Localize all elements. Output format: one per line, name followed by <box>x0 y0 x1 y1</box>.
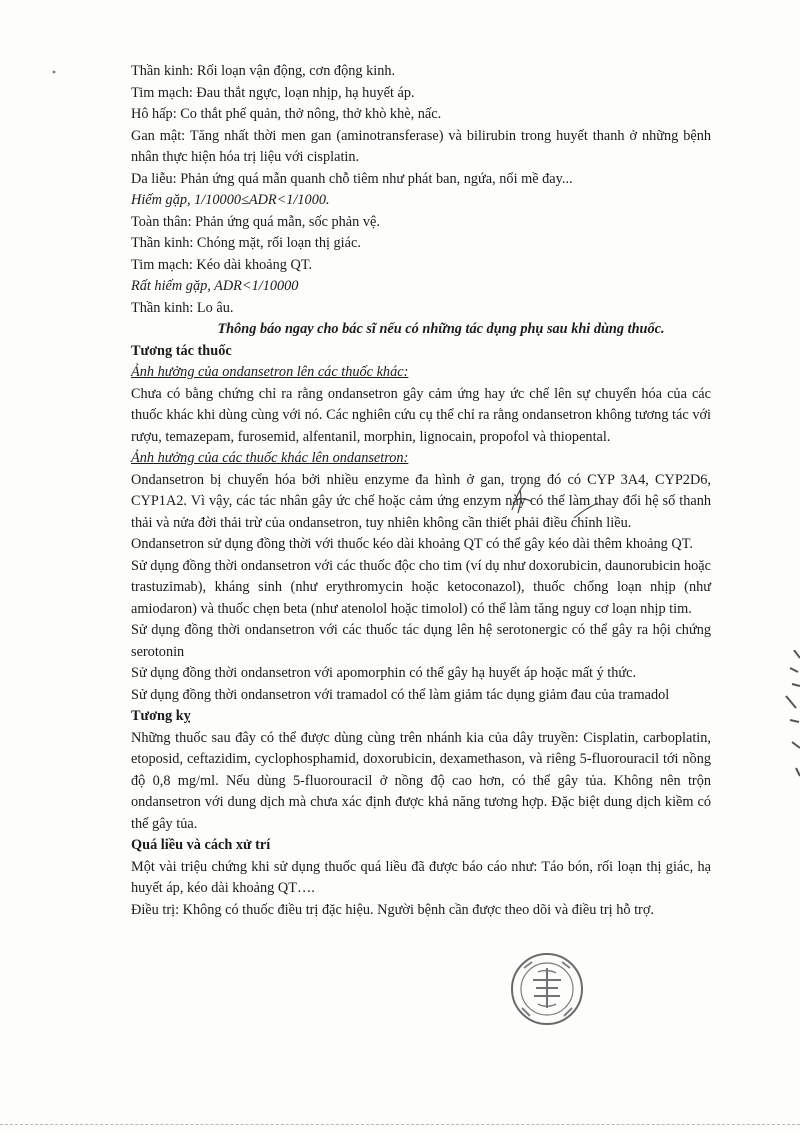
subheading-effect-on-other-drugs: Ảnh hưởng của ondansetron lên các thuốc khác: <box>131 364 409 380</box>
scan-edge-mark-right <box>772 650 800 790</box>
handwritten-initial-mark <box>508 480 534 516</box>
official-seal-stamp <box>508 950 586 1028</box>
handwritten-strike-mark <box>572 500 600 522</box>
paragraph-overdose-treatment: Điều trị: Không có thuốc điều trị đặc hiệu. Người bệnh cần được theo dõi và điều trị hỗ trợ. <box>131 901 654 918</box>
frequency-very-rare-heading: Rất hiếm gặp, ADR<1/10000 <box>131 278 299 294</box>
doctor-notice: Thông báo ngay cho bác sĩ nếu có những tác dụng phụ sau khi dùng thuốc. <box>217 321 665 337</box>
side-effect-respiratory: Hô hấp: Co thắt phế quản, thở nông, thở khò khè, nấc. <box>131 106 442 122</box>
side-effect-liver: Gan mật: Tăng nhất thời men gan (aminotransferase) và bilirubin trong huyết thanh ở những bệnh nhân thực hiện hóa trị liệu với cisplatin. <box>131 127 711 165</box>
side-effect-cardio: Tim mạch: Đau thắt ngực, loạn nhịp, hạ huyết áp. <box>131 84 415 101</box>
paragraph-overdose-symptoms: Một vài triệu chứng khi sử dụng thuốc quá liều đã được báo cáo như: Táo bón, rối loạn thị giác, hạ huyết áp, kéo dài khoảng QT…. <box>131 858 711 896</box>
paragraph-effect-on-other-drugs: Chưa có bằng chứng chỉ ra rằng ondansetron gây cảm ứng hay ức chế lên sự chuyển hóa của các thuốc khác khi dùng cùng với nó. Các nghiên cứu cụ thể chỉ ra rằng ondansetron không tương tác với rượu, temazepam, furosemid, alfentanil, morphin, lignocain, propofol và thiopental. <box>131 385 711 445</box>
document-body <box>131 61 711 921</box>
side-effect-neuro: Thần kinh: Rối loạn vận động, cơn động kinh. <box>131 63 396 79</box>
frequency-rare-heading: Hiếm gặp, 1/10000≤ADR<1/1000. <box>131 192 330 208</box>
paragraph-serotonergic: Sử dụng đồng thời ondansetron với các thuốc tác dụng lên hệ serotonergic có thể gây ra hội chứng serotonin <box>131 622 711 660</box>
side-effect-systemic: Toàn thân: Phản ứng quá mẫn, sốc phản vệ. <box>131 213 380 230</box>
scan-dot-mark-left <box>52 70 56 74</box>
page-bottom-rule <box>0 1124 800 1126</box>
paragraph-incompatibility: Những thuốc sau đây có thể được dùng cùng trên nhánh kia của dây truyền: Cisplatin, carboplatin, etoposid, ceftazidim, cyclophosphamid, doxorubicin, dexamethason, và riêng 5-fluorouracil tới nồng độ 0,8 mg/ml. Nếu dùng 5-fluorouracil ở nồng độ cao hơn, có thể gây tủa. Không nên trộn ondansetron với dung dịch mà chưa xác định được khả năng tương hợp. Đặc biệt dung dịch kiềm có thể gây tủa. <box>131 729 711 832</box>
paragraph-cardiotoxic: Sử dụng đồng thời ondansetron với các thuốc độc cho tim (ví dụ như doxorubicin, daunorubicin hoặc trastuzimab), kháng sinh (như erythromycin hoặc ketoconazol), thuốc chống loạn nhịp (như amiodaron) và thuốc chẹn beta (như atenolol hoặc timolol) có thể làm tăng nguy cơ loạn nhịp tim. <box>131 557 711 617</box>
section-heading-incompatibility: Tương kỵ <box>131 708 191 724</box>
paragraph-qt-prolongation: Ondansetron sử dụng đồng thời với thuốc kéo dài khoảng QT có thể gây kéo dài thêm khoảng QT. <box>131 536 693 552</box>
paragraph-apomorphin: Sử dụng đồng thời ondansetron với apomorphin có thể gây hạ huyết áp hoặc mất ý thức. <box>131 665 637 681</box>
side-effect-neuro-very-rare: Thần kinh: Lo âu. <box>131 299 234 316</box>
subheading-other-drugs-effect: Ảnh hưởng của các thuốc khác lên ondansetron: <box>131 450 409 466</box>
side-effect-skin: Da liễu: Phản ứng quá mẫn quanh chỗ tiêm như phát ban, ngứa, nổi mề đay... <box>131 170 573 187</box>
side-effect-neuro-rare: Thần kinh: Chóng mặt, rối loạn thị giác. <box>131 235 361 251</box>
paragraph-metabolism: Ondansetron bị chuyển hóa bởi nhiều enzyme đa hình ở gan, trong đó có CYP 3A4, CYP2D6, CYP1A2. Vì vậy, các tác nhân gây ức chế hoặc cảm ứng enzym này có thể làm thay đổi hệ số thanh thải và nửa đời thải trừ của ondansetron, tuy nhiên không cần thiết phải điều chỉnh liều. <box>131 471 711 531</box>
paragraph-tramadol: Sử dụng đồng thời ondansetron với tramadol có thể làm giảm tác dụng giảm đau của tramadol <box>131 686 670 703</box>
section-heading-interactions: Tương tác thuốc <box>131 342 232 359</box>
side-effect-cardio-rare: Tim mạch: Kéo dài khoảng QT. <box>131 256 313 273</box>
section-heading-overdose: Quá liều và cách xử trí <box>131 837 271 853</box>
